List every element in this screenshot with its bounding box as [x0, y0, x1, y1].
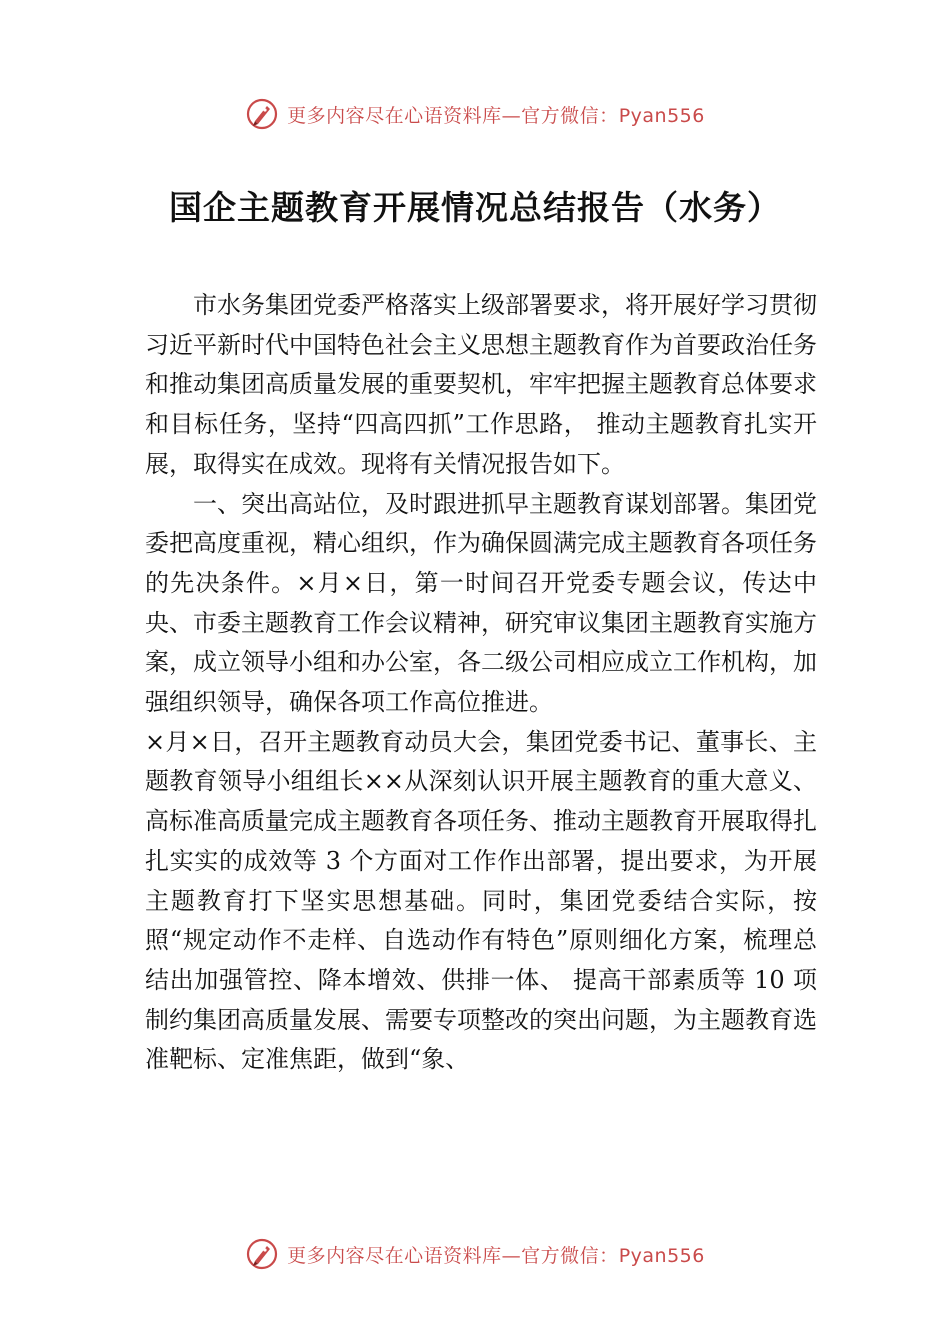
pen-nib-seal-icon	[245, 1237, 279, 1271]
watermark-text	[287, 1241, 705, 1268]
paragraph-section-one: 一、突出高站位，及时跟进抓早主题教育谋划部署。集团党委把高度重视，精心组织，作为确保圆满完成主题教育各项任务的先决条件。×月×日，第一时间召开党委专题会议，传达中央、市委主题教育工作会议精神，研究审议集团主题教育实施方案，成立领导小组和办公室，各二级公司相应成立工作机构，加强组织领导，确保各项工作高位推进。	[145, 489, 817, 717]
watermark-contact-id: Pyan556	[618, 1244, 705, 1267]
watermark-contact-id: Pyan556	[618, 104, 705, 127]
watermark-brand: 更多内容尽在心语资料库	[287, 104, 502, 127]
watermark-brand: 更多内容尽在心语资料库	[287, 1244, 502, 1267]
paragraph-mobilization: ×月×日，召开主题教育动员大会，集团党委书记、董事长、主题教育领导小组组长××从深刻认识开展主题教育的重大意义、高标准高质量完成主题教育各项任务、推动主题教育开展取得扎扎实实的成效等 3 个方面对工作作出部署，提出要求，为开展主题教育打下坚实思想基础。同时，集团党委结合实际，按照“规定动作不走样、自选动作有特色”原则细化方案，梳理总结出加强管控、降本增效、供排一体、 提高干部素质等 10 项制约集团高质量发展、需要专项整改的突出问题，为主题教育选准靶标、定准焦距，做到“象、	[145, 727, 817, 1074]
watermark-footer	[0, 1234, 950, 1274]
watermark-separator: —	[501, 1244, 522, 1267]
pen-nib-seal-icon	[245, 97, 279, 131]
watermark-contact-label: 官方微信：	[521, 104, 619, 127]
watermark-contact-label: 官方微信：	[521, 1244, 619, 1267]
watermark-separator: —	[501, 104, 522, 127]
watermark-text	[287, 101, 705, 128]
document-body	[145, 286, 817, 1080]
watermark-header	[0, 94, 950, 134]
document-title: 国企主题教育开展情况总结报告（水务）	[169, 188, 781, 227]
paragraph-intro: 市水务集团党委严格落实上级部署要求，将开展好学习贯彻习近平新时代中国特色社会主义思想主题教育作为首要政治任务和推动集团高质量发展的重要契机，牢牢把握主题教育总体要求和目标任务，坚持“四高四抓”工作思路， 推动主题教育扎实开展，取得实在成效。现将有关情况报告如下。	[145, 291, 817, 478]
